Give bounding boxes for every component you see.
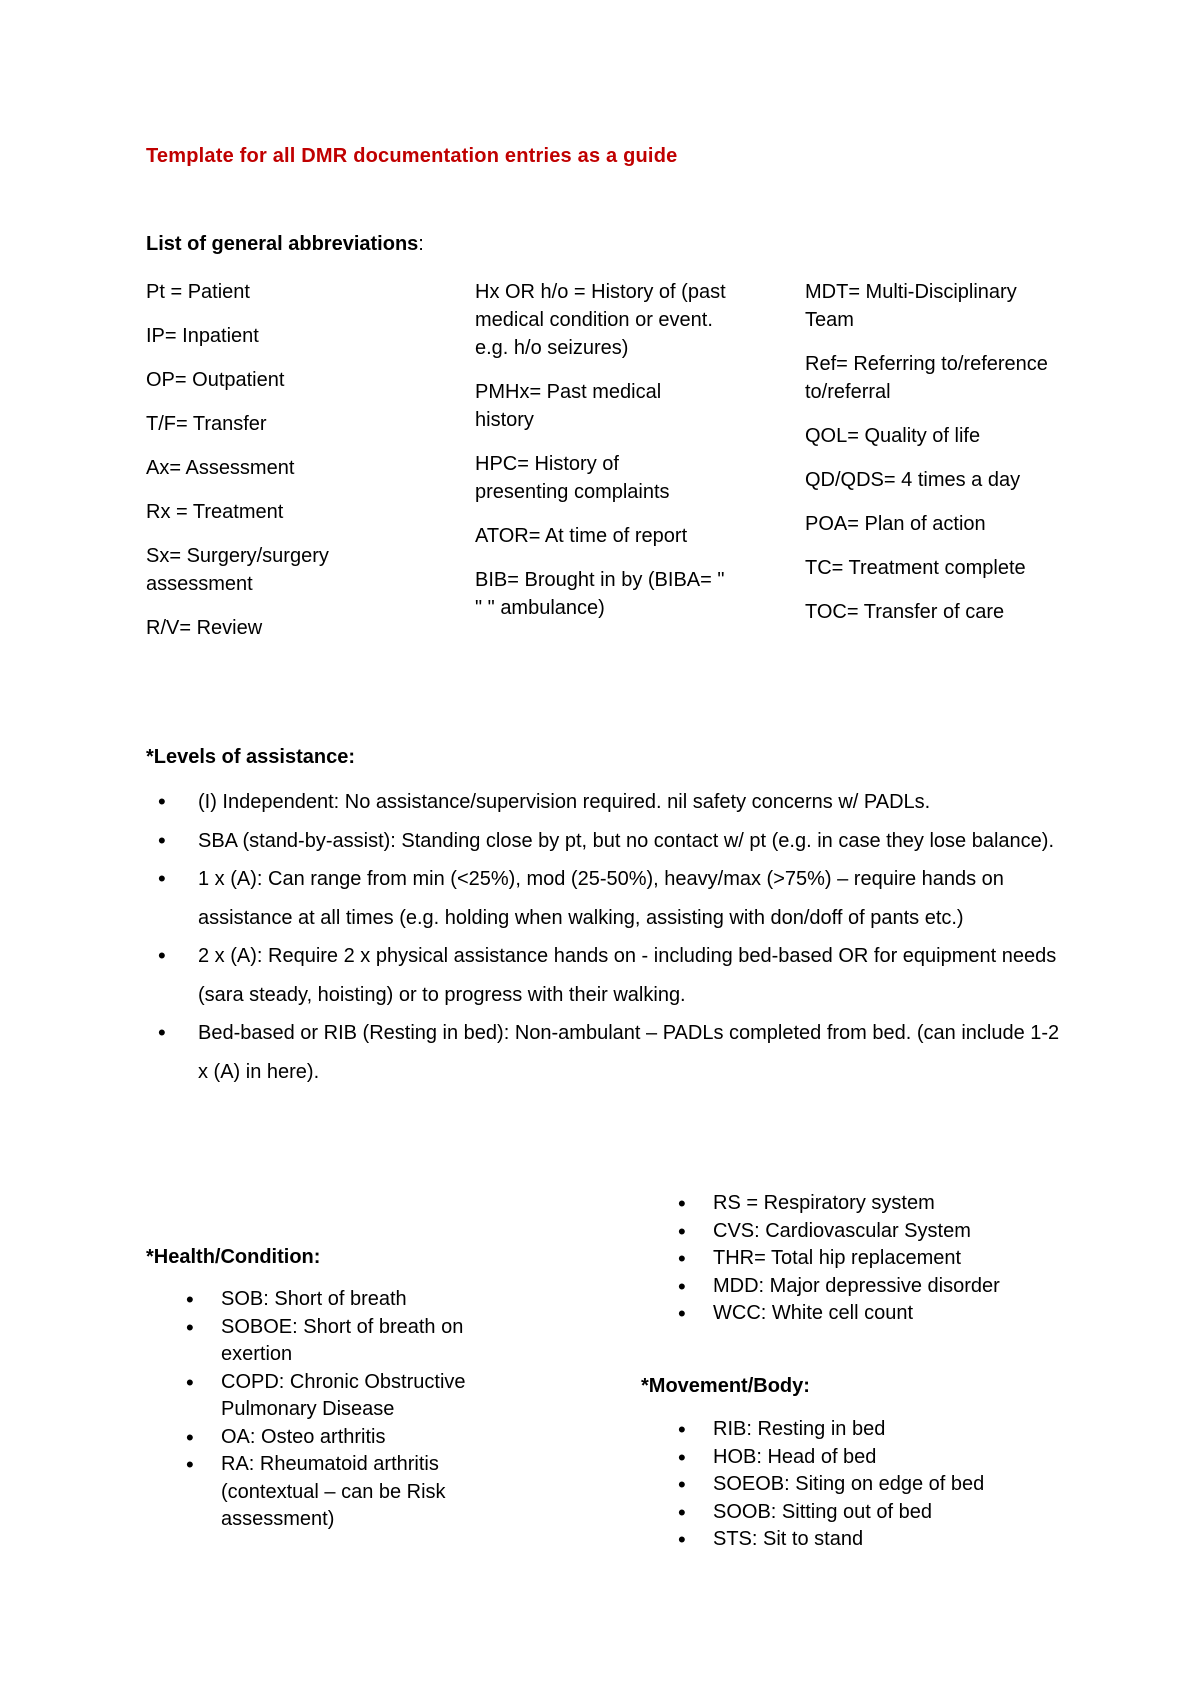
list-item: • SOBOE: Short of breath on exertion <box>186 1314 506 1369</box>
list-item: • SBA (stand-by-assist): Standing close by pt, but no contact w/ pt (e.g. in case they lose balance). <box>146 822 1066 861</box>
list-item: • OA: Osteo arthritis <box>186 1424 506 1452</box>
abbreviation-item: OP= Outpatient <box>146 369 285 391</box>
systems-list <box>678 1190 1098 1328</box>
movement-heading: *Movement/Body: <box>641 1375 810 1397</box>
list-item: • SOOB: Sitting out of bed <box>678 1499 1098 1527</box>
abbreviations-column-1 <box>146 278 446 658</box>
list-item: • (I) Independent: No assistance/supervision required. nil safety concerns w/ PADLs. <box>146 783 1066 822</box>
list-item: • WCC: White cell count <box>678 1300 1098 1328</box>
list-item: • STS: Sit to stand <box>678 1526 1098 1554</box>
abbreviation-item: TC= Treatment complete <box>805 557 1026 579</box>
list-item: • RS = Respiratory system <box>678 1190 1098 1218</box>
list-item: • COPD: Chronic Obstructive Pulmonary Disease <box>186 1369 506 1424</box>
movement-list <box>678 1416 1098 1554</box>
abbreviation-item: QD/QDS= 4 times a day <box>805 469 1021 491</box>
list-item: • Bed-based or RIB (Resting in bed): Non-ambulant – PADLs completed from bed. (can include 1-2 x (A) in here). <box>146 1014 1066 1091</box>
abbreviations-heading <box>146 233 424 256</box>
health-list <box>186 1286 506 1534</box>
abbreviation-item: TOC= Transfer of care <box>805 601 1005 623</box>
abbreviation-item: POA= Plan of action <box>805 513 986 535</box>
abbreviation-item: Rx = Treatment <box>146 501 284 523</box>
abbreviation-item: QOL= Quality of life <box>805 425 981 447</box>
abbreviation-item: ATOR= At time of report <box>475 525 688 547</box>
list-item: • CVS: Cardiovascular System <box>678 1218 1098 1246</box>
abbreviation-item: Sx= Surgery/surgery assessment <box>146 545 329 595</box>
abbreviation-item: Hx OR h/o = History of (past medical condition or event. e.g. h/o seizures) <box>475 281 726 359</box>
levels-heading: *Levels of assistance: <box>146 746 355 768</box>
list-item: • RIB: Resting in bed <box>678 1416 1098 1444</box>
list-item: • SOB: Short of breath <box>186 1286 506 1314</box>
list-item: • THR= Total hip replacement <box>678 1245 1098 1273</box>
list-item: • HOB: Head of bed <box>678 1444 1098 1472</box>
abbreviation-item: Ref= Referring to/reference to/referral <box>805 353 1048 403</box>
abbreviation-item: BIB= Brought in by (BIBA= " " " ambulance) <box>475 569 725 619</box>
list-item: • SOEOB: Siting on edge of bed <box>678 1471 1098 1499</box>
document-title: Template for all DMR documentation entries as a guide <box>146 145 678 167</box>
abbreviation-item: PMHx= Past medical history <box>475 381 662 431</box>
list-item: • 1 x (A): Can range from min (<25%), mod (25-50%), heavy/max (>75%) – require hands on assistance at all times (e.g. holding when walking, assisting with don/doff of pants etc.) <box>146 860 1066 937</box>
abbreviation-item: Ax= Assessment <box>146 457 295 479</box>
list-item: • MDD: Major depressive disorder <box>678 1273 1098 1301</box>
abbreviations-column-2 <box>475 278 775 638</box>
abbreviation-item: R/V= Review <box>146 617 263 639</box>
abbreviations-column-3 <box>805 278 1105 642</box>
levels-list <box>146 783 1066 1091</box>
abbreviation-item: IP= Inpatient <box>146 325 259 347</box>
abbreviation-item: HPC= History of presenting complaints <box>475 453 670 503</box>
abbreviation-item: MDT= Multi-Disciplinary Team <box>805 281 1017 331</box>
abbreviation-item: T/F= Transfer <box>146 413 267 435</box>
abbreviations-heading-colon: : <box>418 233 424 255</box>
list-item: • RA: Rheumatoid arthritis (contextual – can be Risk assessment) <box>186 1451 506 1534</box>
health-heading: *Health/Condition: <box>146 1246 321 1268</box>
abbreviation-item: Pt = Patient <box>146 281 250 303</box>
abbreviations-heading-text: List of general abbreviations <box>146 233 419 255</box>
list-item: • 2 x (A): Require 2 x physical assistance hands on - including bed-based OR for equipment needs (sara steady, hoisting) or to progress with their walking. <box>146 937 1066 1014</box>
